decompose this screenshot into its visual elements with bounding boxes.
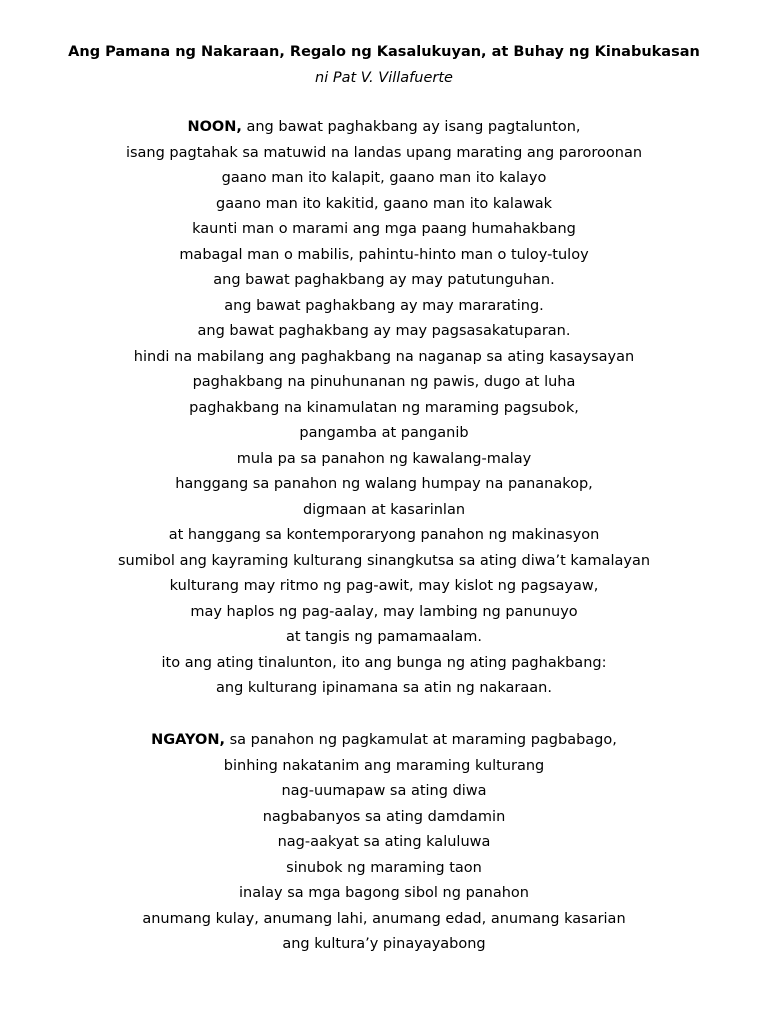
stanza-line: isang pagtahak sa matuwid na landas upang marating ang paroroonan xyxy=(125,144,643,161)
stanza-line: sumibol ang kayraming kulturang sinangkutsa sa ating diwa’t kamalayan xyxy=(117,552,651,569)
stanza-line: ang kultura’y pinayayabong xyxy=(282,936,486,952)
poem-title: Ang Pamana ng Nakaraan, Regalo ng Kasalukuyan, at Buhay ng Kinabukasan xyxy=(68,44,700,60)
stanza-lead-word: NGAYON, xyxy=(151,732,225,748)
stanza-line: nag-aakyat sa ating kaluluwa xyxy=(277,834,491,850)
stanza-noon xyxy=(0,115,768,702)
stanza-ngayon xyxy=(0,728,768,958)
stanza-line: may haplos ng pag-aalay, may lambing ng panunuyo xyxy=(190,603,578,620)
stanza-line xyxy=(0,115,768,141)
stanza-line: paghakbang na kinamulatan ng maraming pagsubok, xyxy=(189,399,579,416)
stanza-line: mula pa sa panahon ng kawalang-malay xyxy=(236,450,532,467)
stanza-line: at hanggang sa kontemporaryong panahon ng makinasyon xyxy=(168,527,600,543)
stanza-line: ang bawat paghakbang ay may mararating. xyxy=(224,297,544,314)
stanza-line: ito ang ating tinalunton, ito ang bunga ng ating paghakbang: xyxy=(161,654,607,671)
stanza-line: nag-uumapaw sa ating diwa xyxy=(281,783,487,799)
stanza-line: kaunti man o marami ang mga paang humahakbang xyxy=(192,221,576,237)
stanza-line: paghakbang na pinuhunanan ng pawis, dugo at luha xyxy=(192,374,576,390)
stanza-line: ang bawat paghakbang ay may pagsasakatuparan. xyxy=(197,323,571,339)
stanza-line: ang kulturang ipinamana sa atin ng nakaraan. xyxy=(216,680,552,696)
stanza-line: at tangis ng pamamaalam. xyxy=(286,629,482,645)
stanza-line: inalay sa mga bagong sibol ng panahon xyxy=(239,885,529,901)
stanza-line-text: sa panahon ng pagkamulat at maraming pagbabago, xyxy=(224,732,617,748)
stanza-line: kulturang may ritmo ng pag-awit, may kislot ng pagsayaw, xyxy=(169,578,599,594)
stanza-line: binhing nakatanim ang maraming kulturang xyxy=(223,757,545,774)
stanza-line: digmaan at kasarinlan xyxy=(302,501,466,518)
stanza-line: anumang kulay, anumang lahi, anumang edad, anumang kasarian xyxy=(142,910,626,927)
stanza-line xyxy=(0,728,768,754)
stanza-line: gaano man ito kalapit, gaano man ito kalayo xyxy=(221,170,547,186)
stanza-line: pangamba at panganib xyxy=(299,425,469,441)
stanza-line: sinubok ng maraming taon xyxy=(286,859,482,876)
stanza-line-text: ang bawat paghakbang ay isang pagtalunton, xyxy=(241,119,581,135)
stanza-line: hanggang sa panahon ng walang humpay na pananakop, xyxy=(175,476,593,492)
stanza-line: nagbabanyos sa ating damdamin xyxy=(262,808,506,825)
poem-author: ni Pat V. Villafuerte xyxy=(315,70,453,86)
stanza-line: gaano man ito kakitid, gaano man ito kalawak xyxy=(216,195,552,212)
stanza-line: hindi na mabilang ang paghakbang na naganap sa ating kasaysayan xyxy=(133,348,635,365)
stanza-lead-word: NOON, xyxy=(187,119,242,135)
stanza-line: ang bawat paghakbang ay may patutunguhan. xyxy=(213,272,555,288)
stanza-line: mabagal man o mabilis, pahintu-hinto man o tuloy-tuloy xyxy=(179,246,589,263)
